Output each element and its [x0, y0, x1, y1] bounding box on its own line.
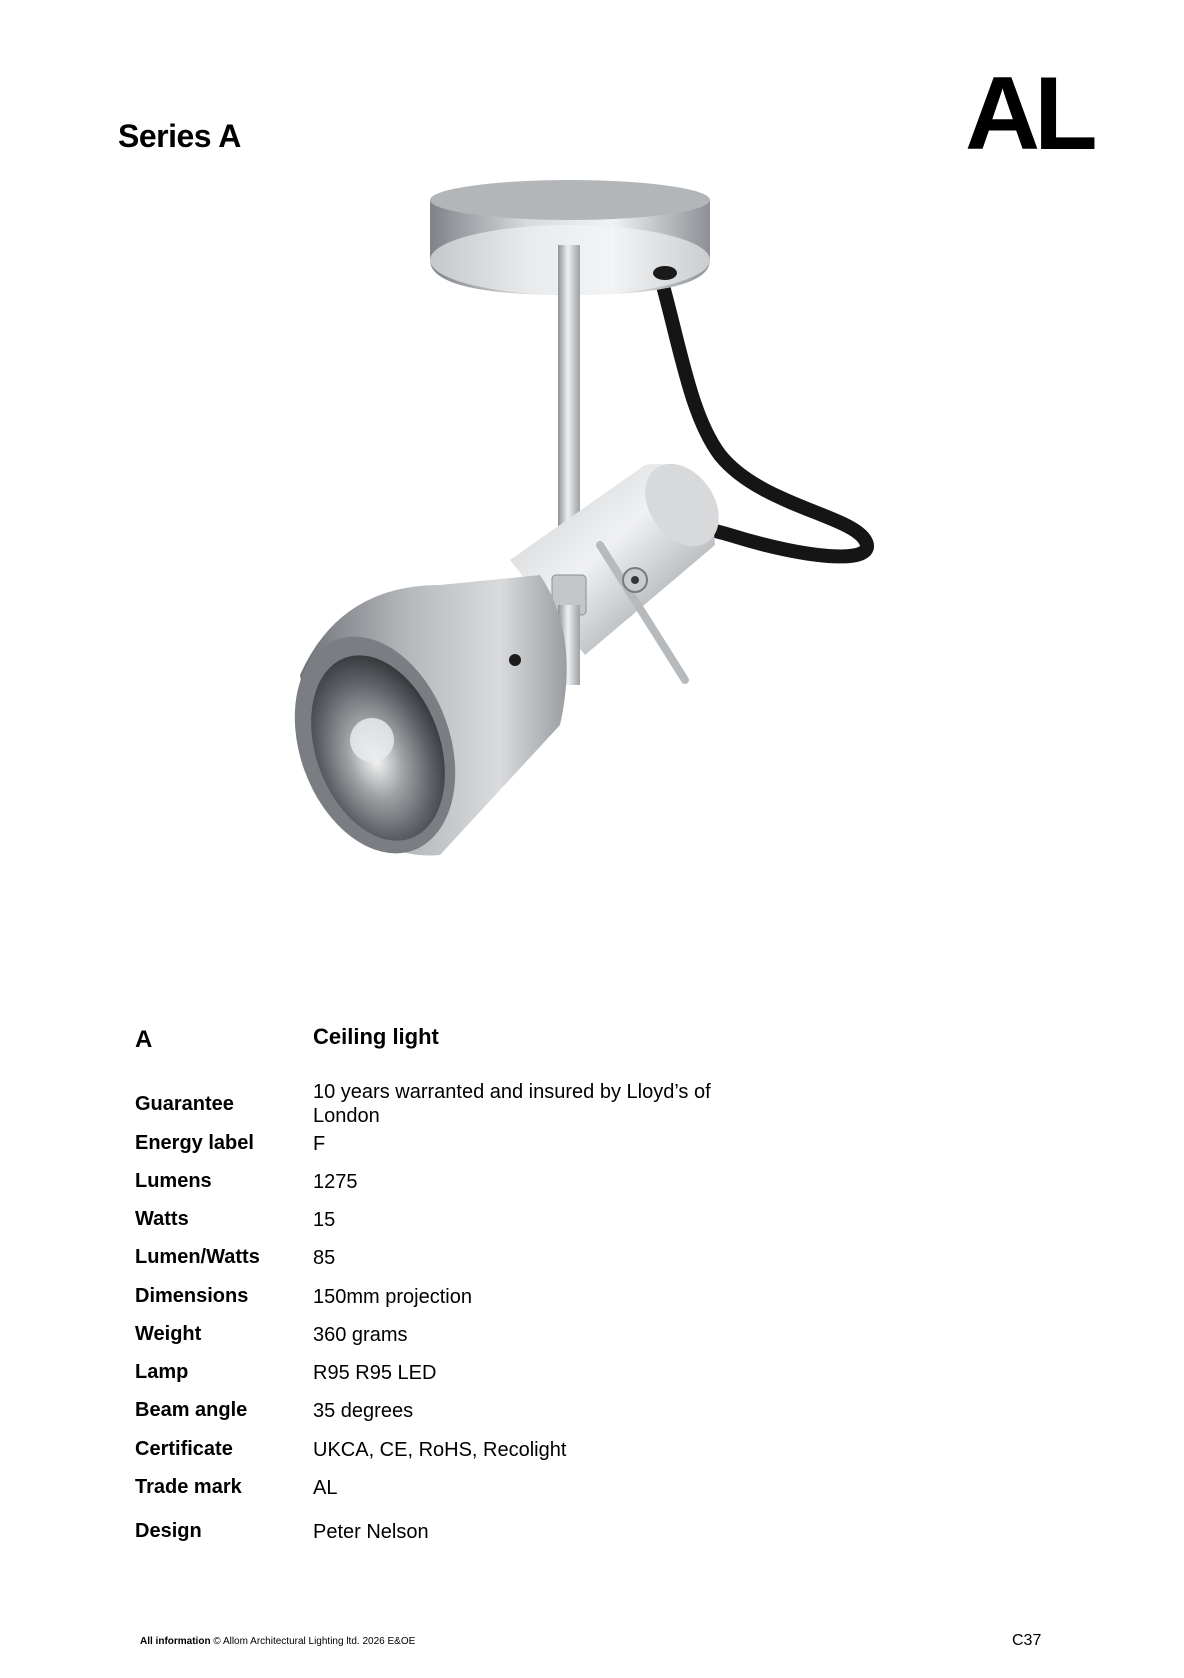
spec-value: Peter Nelson — [313, 1521, 429, 1543]
spec-value: 360 grams — [313, 1324, 408, 1346]
footer-info — [140, 1636, 415, 1647]
spec-label: Guarantee — [135, 1093, 234, 1115]
spec-label: Certificate — [135, 1438, 233, 1460]
spec-value: UKCA, CE, RoHS, Recolight — [313, 1439, 567, 1461]
spec-value: F — [313, 1133, 326, 1155]
spec-product-name: Ceiling light — [313, 1024, 439, 1049]
spec-value: 85 — [313, 1247, 336, 1269]
spec-value: 35 degrees — [313, 1400, 414, 1422]
spec-label: Beam angle — [135, 1399, 248, 1421]
spec-label: Watts — [135, 1208, 189, 1230]
spec-label: Design — [135, 1520, 202, 1542]
footer-info-text: © Allom Architectural Lighting ltd. 2026 E&OE — [213, 1636, 416, 1647]
spec-value: 10 years warranted and insured by Lloyd’s of London — [313, 1081, 711, 1127]
series-title: Series A — [118, 118, 241, 154]
spec-value: 150mm projection — [313, 1286, 472, 1308]
spec-value: AL — [313, 1477, 338, 1499]
footer-info-label: All information — [140, 1636, 211, 1647]
spec-label: Trade mark — [135, 1476, 242, 1498]
page-number: C37 — [1012, 1632, 1042, 1649]
spec-label: Lumen/Watts — [135, 1246, 260, 1268]
brand-logo: AL — [965, 56, 1092, 172]
spec-code: A — [135, 1026, 153, 1053]
spec-label: Weight — [135, 1323, 202, 1345]
spec-label: Lamp — [135, 1361, 189, 1383]
spec-header — [135, 1020, 835, 1060]
ceiling-spotlight-image — [290, 165, 950, 925]
spec-label: Energy label — [135, 1132, 254, 1154]
spec-label: Lumens — [135, 1170, 212, 1192]
spec-value: 15 — [313, 1209, 336, 1231]
spec-label: Dimensions — [135, 1285, 249, 1307]
spec-value: 1275 — [313, 1171, 358, 1193]
spec-value: R95 R95 LED — [313, 1362, 437, 1384]
